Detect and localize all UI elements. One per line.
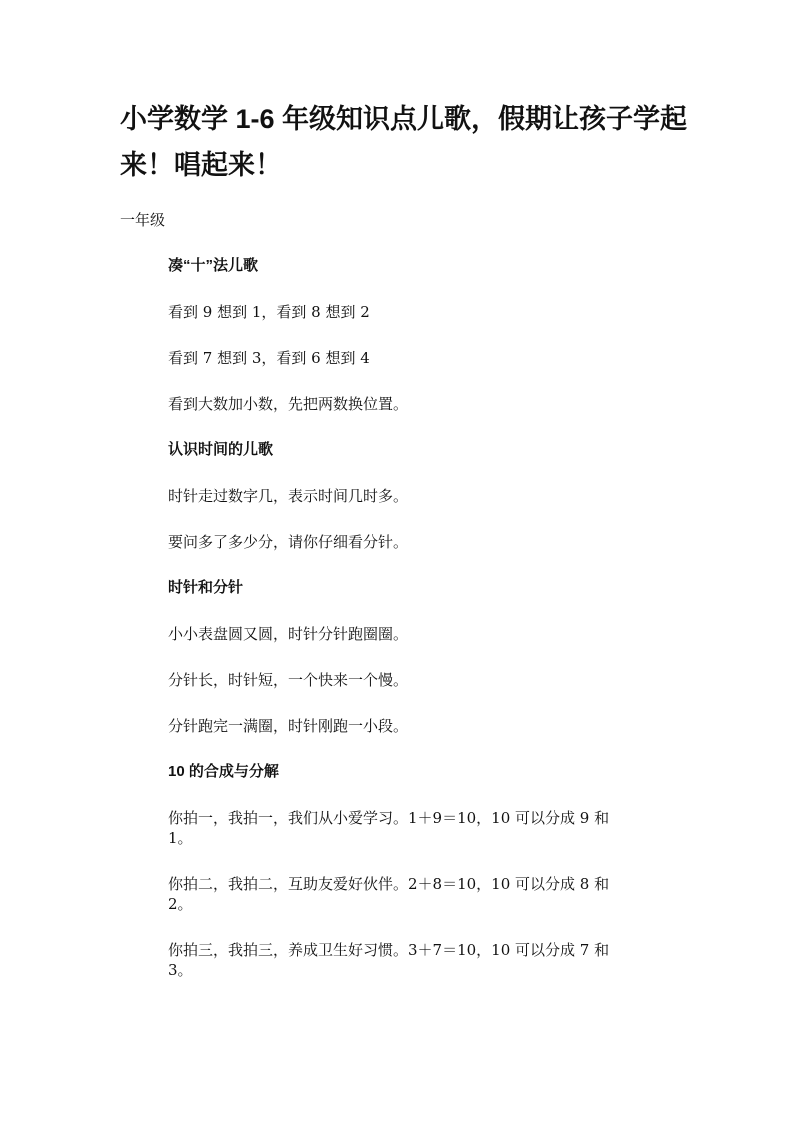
rhyme-line: 时针走过数字几，表示时间几时多。 <box>168 487 409 505</box>
rhyme-line: 你拍三，我拍三，养成卫生好习惯。3＋7＝10，10 可以分成 7 和 3。 <box>168 941 610 979</box>
section-heading-make-ten: 凑“十”法儿歌 <box>168 257 259 274</box>
rhyme-line: 看到 7 想到 3，看到 6 想到 4 <box>168 349 370 367</box>
rhyme-line: 小小表盘圆又圆，时针分针跑圈圈。 <box>168 625 409 643</box>
rhyme-line: 看到 9 想到 1，看到 8 想到 2 <box>168 303 370 321</box>
rhyme-line: 你拍二，我拍二，互助友爱好伙伴。2＋8＝10，10 可以分成 8 和 2。 <box>168 875 610 913</box>
rhyme-line: 你拍一，我拍一，我们从小爱学习。1＋9＝10，10 可以分成 9 和 1。 <box>168 809 610 847</box>
rhyme-line: 看到大数加小数，先把两数换位置。 <box>168 395 409 413</box>
section-heading-time: 认识时间的儿歌 <box>168 441 274 458</box>
rhyme-line: 分针跑完一满圈，时针刚跑一小段。 <box>168 717 409 735</box>
section-heading-clock-hands: 时针和分针 <box>168 579 244 596</box>
rhyme-line: 要问多了多少分，请你仔细看分针。 <box>168 533 409 551</box>
section-heading-ten-composition: 10 的合成与分解 <box>168 763 279 780</box>
document-title: 小学数学 1-6 年级知识点儿歌，假期让孩子学起来！唱起来！ <box>120 104 688 180</box>
grade-label: 一年级 <box>120 211 166 229</box>
rhyme-line: 分针长，时针短，一个快来一个慢。 <box>168 671 409 689</box>
